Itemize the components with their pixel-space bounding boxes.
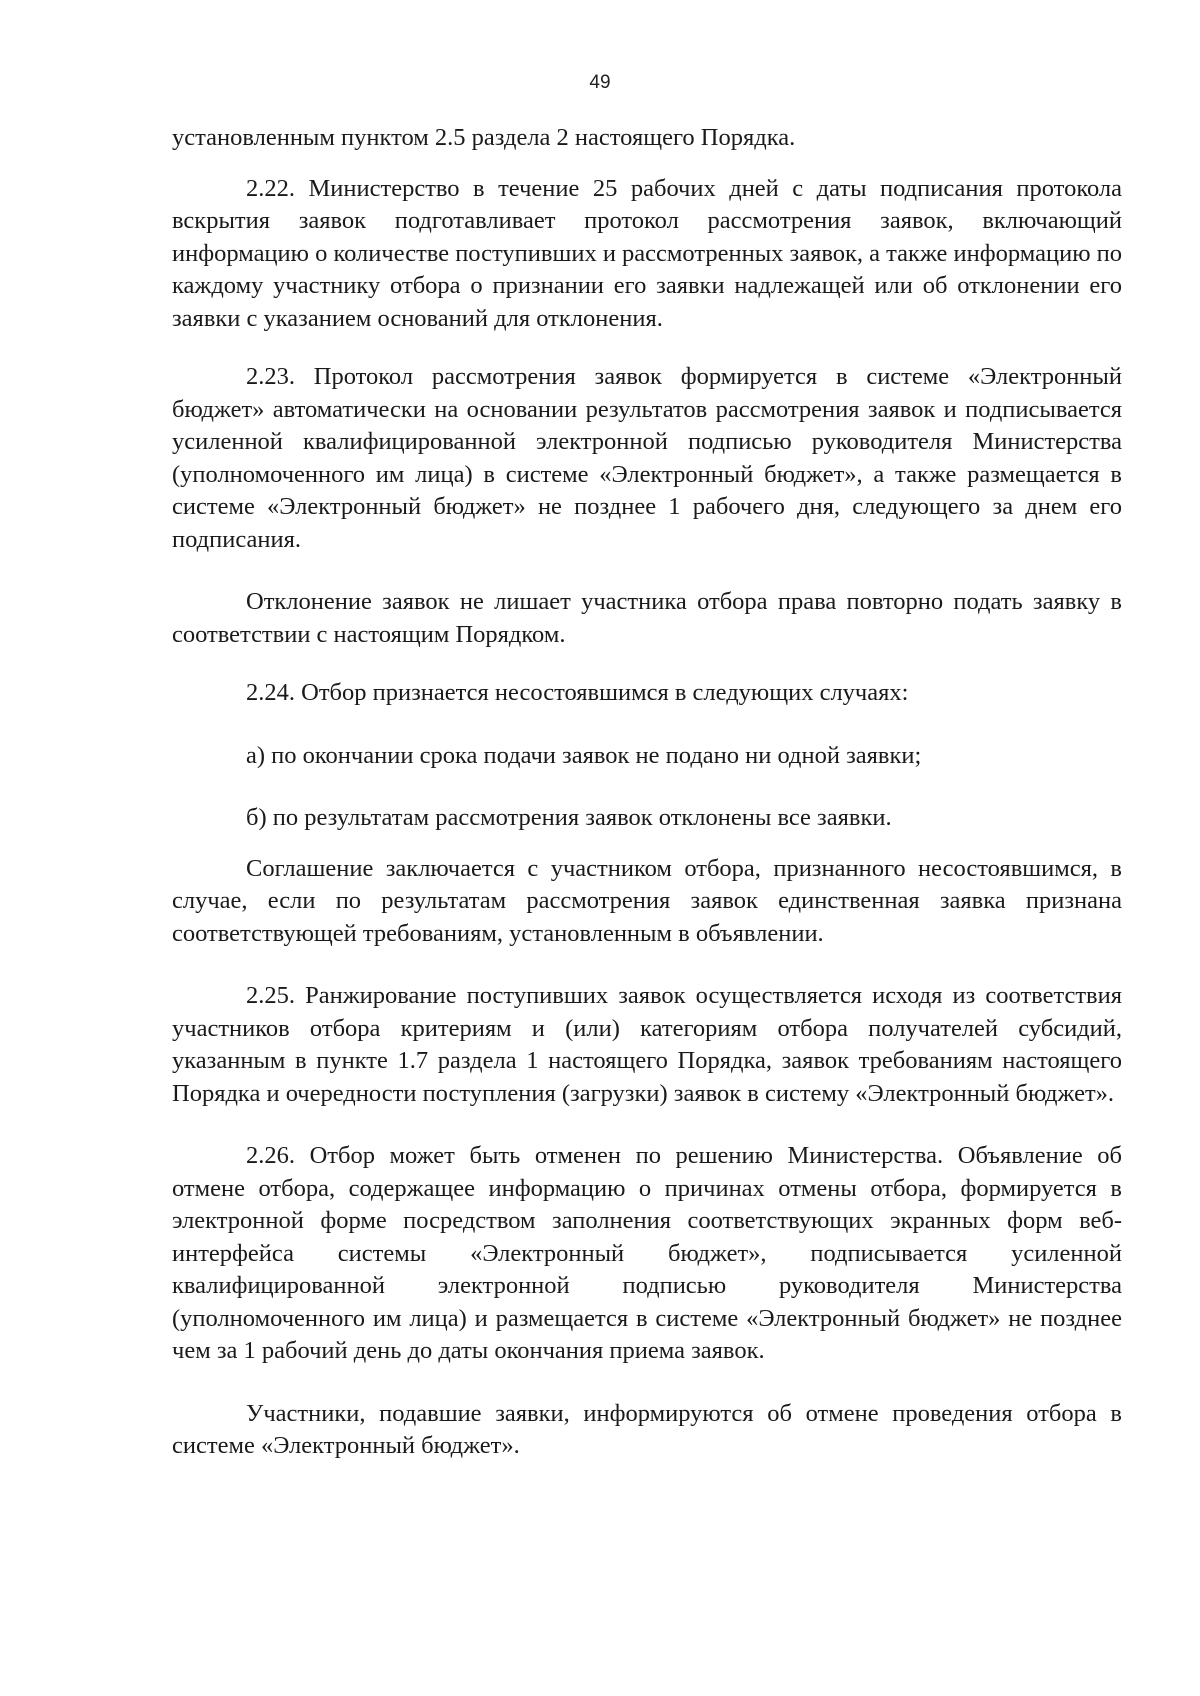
paragraph-2-22: 2.22. Министерство в течение 25 рабочих дней с даты подписания протокола вскрытия заявок подготавливает протокол рассмотрения заявок, включающий информацию о количестве поступивших и рассмотренных заявок, а также информацию по каждому участнику отбора о признании его заявки надлежащей или об отклонении его заявки с указанием оснований для отклонения. <box>172 174 1123 332</box>
paragraph-rejection: Отклонение заявок не лишает участника отбора права повторно подать заявку в соответствии с настоящим Порядком. <box>172 588 1122 648</box>
paragraph-2-25: 2.25. Ранжирование поступивших заявок осуществляется исходя из соответствия участников отбора критериям и (или) категориям отбора получателей субсидий, указанным в пункте 1.7 раздела 1 настоящего Порядка, заявок требованиям настоящего Порядка и очередности поступления (загрузки) заявок в систему «Электронный бюджет». <box>172 982 1122 1107</box>
paragraph-2-26: 2.26. Отбор может быть отменен по решению Министерства. Объявление об отмене отбора, содержащее информацию о причинах отмены отбора, формируется в электронной форме посредством заполнения соответствующих экранных форм веб-интерфейса системы «Электронный бюджет», подписывается усиленной квалифицированной электронной подписью руководителя Министерства (уполномоченного им лица) и размещается в системе «Электронный бюджет» не позднее чем за 1 рабочий день до даты окончания приема заявок. <box>172 1142 1122 1364</box>
paragraph-2-24: 2.24. Отбор признается несостоявшимся в следующих случаях: <box>246 679 909 706</box>
paragraph-2-23: 2.23. Протокол рассмотрения заявок формируется в системе «Электронный бюджет» автоматически на основании результатов рассмотрения заявок и подписывается усиленной квалифицированной электронной подписью руководителя Министерства (уполномоченного им лица) в системе «Электронный бюджет», а также размещается в системе «Электронный бюджет» не позднее 1 рабочего дня, следующего за днем его подписания. <box>172 363 1122 553</box>
document-body <box>172 122 1122 1463</box>
page-number: 49 <box>589 72 611 93</box>
paragraph-participants: Участники, подавшие заявки, информируются об отмене проведения отбора в системе «Электронный бюджет». <box>172 1399 1122 1459</box>
paragraph-continuation: установленным пунктом 2.5 раздела 2 настоящего Порядка. <box>172 124 796 151</box>
paragraph-case-a: а) по окончании срока подачи заявок не подано ни одной заявки; <box>246 741 922 769</box>
paragraph-case-b: б) по результатам рассмотрения заявок отклонены все заявки. <box>246 804 892 831</box>
paragraph-agreement: Соглашение заключается с участником отбора, признанного несостоявшимся, в случае, если по результатам рассмотрения заявок единственная заявка признана соответствующей требованиям, установленным в объявлении. <box>172 854 1122 947</box>
